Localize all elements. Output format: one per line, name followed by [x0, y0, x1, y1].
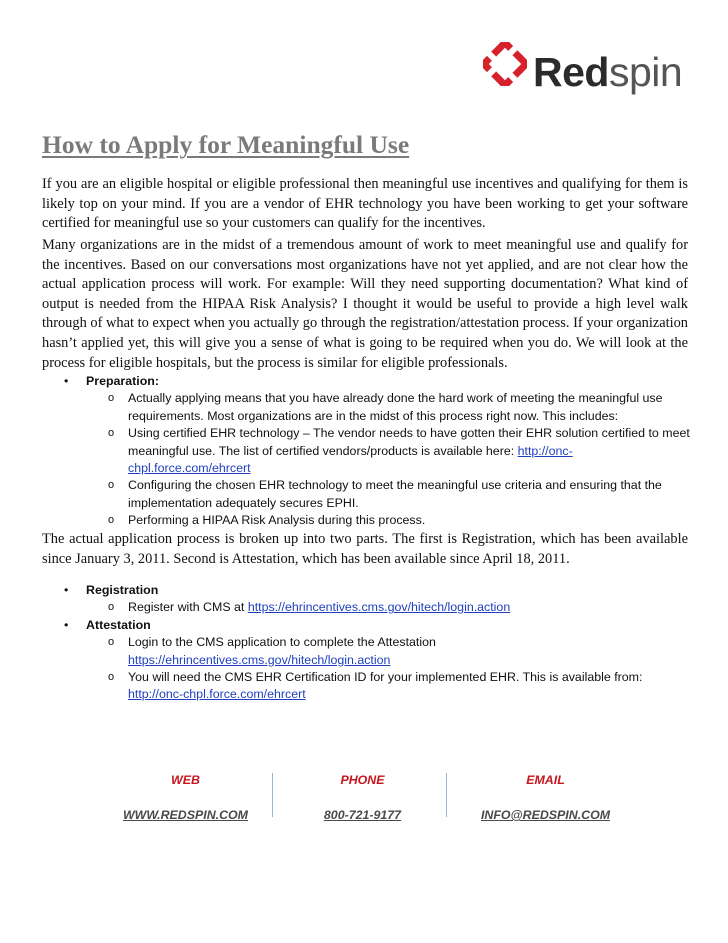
preparation-bullet	[42, 373, 692, 390]
redspin-logo	[483, 38, 693, 104]
page-title: How to Apply for Meaningful Use	[42, 130, 410, 159]
sub-bullet-marker: o	[108, 427, 115, 440]
sub-bullet-marker: o	[108, 514, 115, 527]
registration-bullet	[42, 582, 692, 599]
list-item	[42, 390, 692, 425]
process-paragraph: The actual application process is broken up into two parts. The first is Registration, which has been available since January 3, 2011. Second is Attestation, which has been available since April 18, 2011.	[42, 531, 688, 567]
sub-bullet-marker: o	[108, 601, 115, 614]
list-item-text: Configuring the chosen EHR technology to meet the meaningful use criteria and ensuring that the implementation adequately secures EPHI.	[128, 478, 662, 510]
footer-email	[458, 773, 633, 822]
logo-text-bold: Red	[533, 49, 609, 95]
cms-attestation-link[interactable]: https://ehrincentives.cms.gov/hitech/login.action	[128, 652, 391, 667]
sub-bullet-marker: o	[108, 479, 115, 492]
footer-phone-value[interactable]: 800-721-9177	[323, 808, 402, 822]
intro-paragraph-1: If you are an eligible hospital or eligible professional then meaningful use incentives and qualifying for them is likely top on your mind. If you are a vendor of EHR technology you have been working to get your software certified for meaningful use so your customers can qualify for the incentives.	[42, 176, 688, 232]
attestation-label: Attestation	[86, 617, 151, 632]
contact-footer	[0, 773, 728, 833]
onc-chpl-link[interactable]: http://onc-chpl.force.com/ehrcert	[128, 687, 306, 702]
sub-bullet-marker: o	[108, 392, 115, 405]
onc-chpl-link[interactable]: http://onc-chpl.force.com/ehrcert	[128, 443, 573, 476]
logo-wordmark	[533, 46, 682, 98]
bullet-marker: •	[64, 617, 69, 632]
footer-web	[98, 773, 273, 822]
list-item-text: Using certified EHR technology – The vendor needs to have gotten their EHR solution certified to meet meaningful use. The list of certified vendors/products is available here:	[128, 426, 690, 458]
process-list	[42, 582, 692, 704]
footer-web-link[interactable]: WWW.REDSPIN.COM	[122, 808, 249, 822]
list-item-text: Login to the CMS application to complete the Attestation	[128, 635, 436, 650]
list-item-text: Performing a HIPAA Risk Analysis during this process.	[128, 513, 426, 528]
preparation-label: Preparation:	[86, 374, 159, 388]
logo-text-light: spin	[608, 49, 683, 95]
footer-email-label: EMAIL	[526, 773, 565, 787]
footer-phone	[275, 773, 450, 822]
list-item	[42, 669, 692, 704]
list-item	[42, 425, 692, 477]
footer-web-label: WEB	[171, 773, 200, 787]
bullet-marker: •	[64, 374, 69, 388]
sub-bullet-marker: o	[108, 636, 115, 649]
list-item-text: Actually applying means that you have already done the hard work of meeting the meaningful use requirements. Most organizations are in the midst of this process right now. This includes:	[128, 391, 663, 423]
list-item	[42, 477, 692, 512]
intro-paragraph-2: Many organizations are in the midst of a tremendous amount of work to meet meaningful use and qualify for the incentives. Based on our conversations most organizations have not yet applied, and are not clear how the actual application process will work. For example: Will they need supporting documentation? What kind of output is needed from the HIPAA Risk Analysis? I thought it would be useful to provide a high level walk through of what to expect when you actually go through the registration/attestation process. If your organization hasn’t applied yet, this will give you a sense of what is going to be required when you do. We will look at the process for eligible hospitals, but the process is similar for eligible professionals.	[42, 237, 688, 371]
preparation-list	[42, 373, 692, 530]
list-item-text: You will need the CMS EHR Certification ID for your implemented EHR. This is available from:	[128, 670, 643, 685]
list-item-text: Register with CMS at	[128, 600, 248, 615]
footer-phone-label: PHONE	[340, 773, 385, 787]
attestation-bullet	[42, 617, 692, 634]
footer-email-link[interactable]: INFO@REDSPIN.COM	[480, 808, 611, 822]
redspin-diamond-icon	[483, 42, 527, 86]
cms-login-link[interactable]: https://ehrincentives.cms.gov/hitech/login.action	[247, 600, 511, 615]
bullet-marker: •	[64, 583, 69, 597]
list-item	[42, 512, 692, 529]
registration-label: Registration	[86, 583, 159, 597]
footer-divider	[446, 773, 447, 817]
sub-bullet-marker: o	[108, 671, 115, 684]
footer-divider	[272, 773, 273, 817]
list-item	[42, 634, 692, 669]
list-item	[42, 599, 692, 616]
